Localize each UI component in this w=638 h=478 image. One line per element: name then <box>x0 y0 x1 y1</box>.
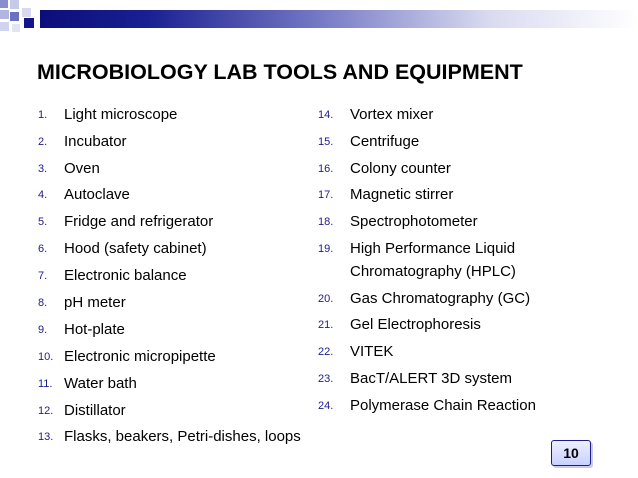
list-text: Centrifuge <box>350 133 420 150</box>
list-text: Electronic micropipette <box>64 348 216 365</box>
list-number: 20. <box>318 293 334 305</box>
banner-square <box>22 8 31 17</box>
list-text: Vortex mixer <box>350 106 434 123</box>
list-number: 4. <box>38 189 48 201</box>
list-text: Distillator <box>64 402 126 419</box>
list-number: 18. <box>318 216 334 228</box>
list-text: Flasks, beakers, Petri-dishes, loops <box>64 428 301 445</box>
list-text: Light microscope <box>64 106 178 123</box>
list-text-continued: Chromatography (HPLC) <box>350 263 516 280</box>
list-number: 11. <box>38 378 53 390</box>
list-number: 5. <box>38 216 48 228</box>
list-text: Gas Chromatography (GC) <box>350 290 531 307</box>
list-item <box>0 210 600 233</box>
list-number: 7. <box>38 270 48 282</box>
list-number: 6. <box>38 243 48 255</box>
list-item <box>0 367 600 390</box>
list-text: VITEK <box>350 343 394 360</box>
page-number-badge: 10 <box>551 440 591 466</box>
list-number: 22. <box>318 346 334 358</box>
list-text: BacT/ALERT 3D system <box>350 370 512 387</box>
list-text: Magnetic stirrer <box>350 186 454 203</box>
banner-square <box>24 18 34 28</box>
list-item <box>0 287 600 310</box>
list-text: pH meter <box>64 294 126 311</box>
list-number: 15. <box>318 136 334 148</box>
list-text: Autoclave <box>64 186 130 203</box>
list-text: Incubator <box>64 133 127 150</box>
list-number: 21. <box>318 319 334 331</box>
header-banner <box>0 0 638 40</box>
banner-square <box>10 0 19 9</box>
list-number: 3. <box>38 163 48 175</box>
banner-square <box>0 0 8 8</box>
list-number: 8. <box>38 297 48 309</box>
banner-square <box>0 10 9 19</box>
list-text: Water bath <box>64 375 137 392</box>
list-item <box>0 237 600 285</box>
banner-gradient-bar <box>40 10 638 28</box>
list-number: 1. <box>38 109 48 121</box>
list-text: Hot-plate <box>64 321 125 338</box>
slide-title: MICROBIOLOGY LAB TOOLS AND EQUIPMENT <box>37 60 523 84</box>
banner-square <box>0 22 9 31</box>
list-item <box>0 340 600 363</box>
list-text: Oven <box>64 160 100 177</box>
list-number: 2. <box>38 136 48 148</box>
list-item <box>0 313 600 336</box>
list-item <box>0 394 600 417</box>
list-number: 19. <box>318 243 334 255</box>
list-text: Electronic balance <box>64 267 187 284</box>
list-number: 23. <box>318 373 334 385</box>
list-number: 9. <box>38 324 48 336</box>
list-text: Polymerase Chain Reaction <box>350 397 536 414</box>
list-number: 16. <box>318 163 334 175</box>
list-item <box>0 157 600 180</box>
list-number: 12. <box>38 405 54 417</box>
list-number: 24. <box>318 400 334 412</box>
list-number: 13. <box>38 431 54 443</box>
list-text: Hood (safety cabinet) <box>64 240 207 257</box>
list-text: High Performance Liquid <box>350 240 516 257</box>
banner-square <box>10 12 19 21</box>
list-text: Spectrophotometer <box>350 213 478 230</box>
list-text: Colony counter <box>350 160 451 177</box>
list-text: Fridge and refrigerator <box>64 213 214 230</box>
list-number: 14. <box>318 109 334 121</box>
list-item <box>0 183 600 206</box>
list-item <box>0 103 600 126</box>
list-item <box>0 130 600 153</box>
list-number: 10. <box>38 351 54 363</box>
list-text: Gel Electrophoresis <box>350 316 481 333</box>
banner-square <box>12 24 20 32</box>
list-number: 17. <box>318 189 334 201</box>
list-item <box>0 425 320 448</box>
